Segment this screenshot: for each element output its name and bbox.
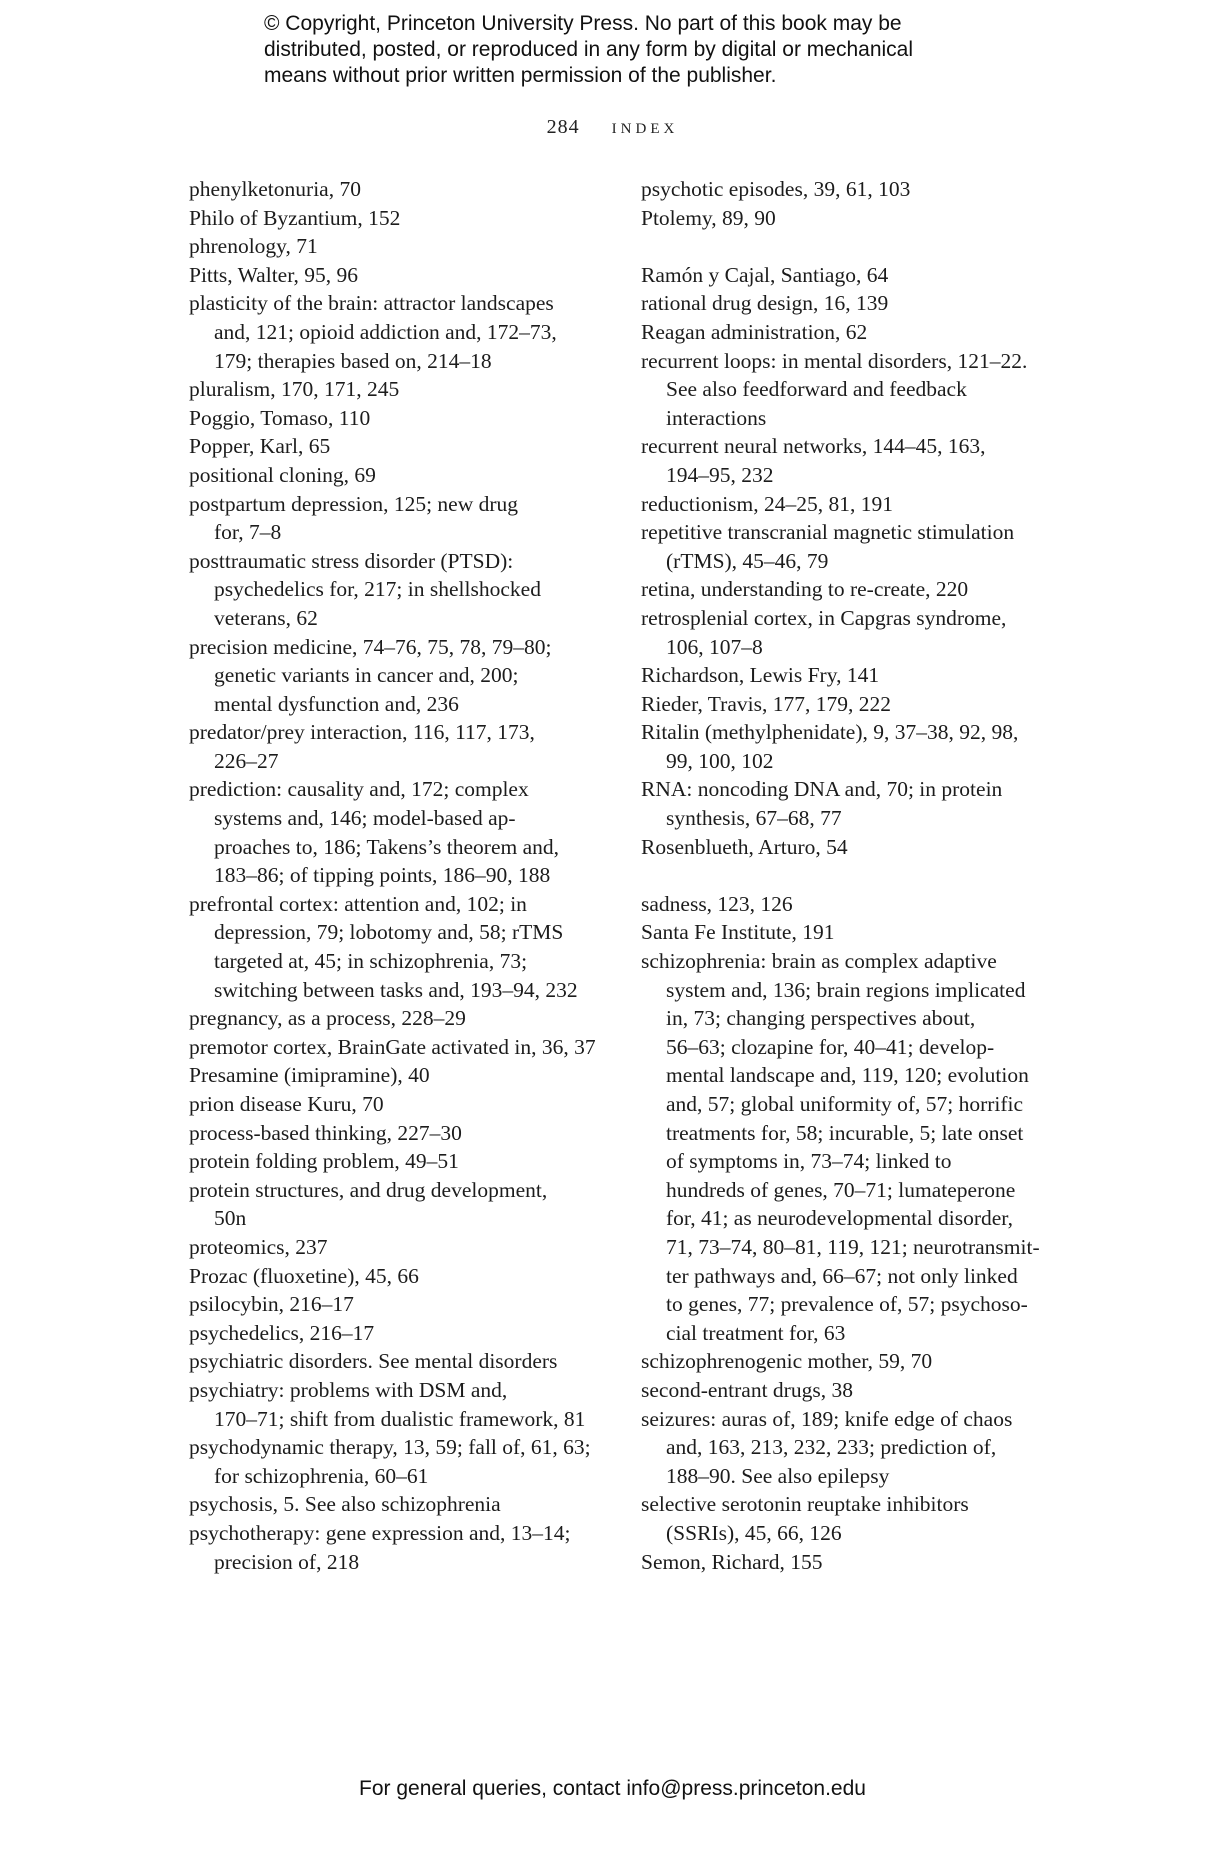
index-entry-line: Pitts, Walter, 95, 96 — [189, 262, 359, 287]
index-entry-line: and, 121; opioid addiction and, 172–73, — [214, 319, 557, 344]
index-entry-line: 71, 73–74, 80–81, 119, 121; neurotransmit- — [666, 1234, 1040, 1259]
index-entry-line: for, 41; as neurodevelopmental disorder, — [666, 1206, 1013, 1231]
index-entry — [189, 432, 609, 461]
index-entry — [189, 1519, 609, 1576]
index-entry — [189, 718, 609, 775]
index-entry-line: 183–86; of tipping points, 186–90, 188 — [214, 863, 551, 888]
index-entry — [641, 604, 1061, 661]
index-entry — [641, 432, 1061, 489]
index-entry — [189, 1119, 609, 1148]
index-entry-line: pluralism, 170, 171, 245 — [189, 377, 400, 402]
index-entry-line: reductionism, 24–25, 81, 191 — [641, 491, 894, 516]
index-entry — [189, 890, 609, 1004]
index-entry — [641, 890, 1061, 919]
index-entry-line: Richardson, Lewis Fry, 141 — [641, 663, 880, 688]
index-entry-line: treatments for, 58; incurable, 5; late onset — [666, 1120, 1024, 1145]
index-entry — [189, 1433, 609, 1490]
index-entry-line: See also feedforward and feedback — [666, 377, 967, 402]
index-entry-line: of symptoms in, 73–74; linked to — [666, 1149, 952, 1174]
page-number: 284 — [546, 116, 580, 138]
index-entry-line: prefrontal cortex: attention and, 102; in — [189, 891, 527, 916]
index-entry — [641, 690, 1061, 719]
index-entry — [189, 261, 609, 290]
index-entry-line: recurrent loops: in mental disorders, 121–22. — [641, 348, 1028, 373]
index-entry-line: psychotic episodes, 39, 61, 103 — [641, 177, 911, 201]
index-entry — [189, 232, 609, 261]
index-entry — [189, 1061, 609, 1090]
index-entry-line: Philo of Byzantium, 152 — [189, 205, 401, 230]
index-entry — [641, 289, 1061, 318]
index-entry — [189, 1233, 609, 1262]
index-entry-line: psychosis, 5. See also schizophrenia — [189, 1492, 501, 1517]
index-entry — [641, 261, 1061, 290]
index-entry — [189, 1376, 609, 1433]
section-title: index — [611, 113, 679, 138]
index-entry-line: psychotherapy: gene expression and, 13–14; — [189, 1520, 571, 1545]
index-entry-line: to genes, 77; prevalence of, 57; psychoso- — [666, 1292, 1028, 1317]
index-entry-line: in, 73; changing perspectives about, — [666, 1006, 976, 1031]
index-entry-line: schizophrenogenic mother, 59, 70 — [641, 1349, 933, 1374]
index-entry-line: protein folding problem, 49–51 — [189, 1149, 459, 1174]
index-entry — [189, 633, 609, 719]
index-entry-line: switching between tasks and, 193–94, 232 — [214, 977, 578, 1002]
index-entry-line: (rTMS), 45–46, 79 — [666, 548, 829, 573]
index-entry-line: synthesis, 67–68, 77 — [666, 806, 842, 831]
index-entry-line: repetitive transcranial magnetic stimulation — [641, 520, 1015, 545]
index-entry-line: precision medicine, 74–76, 75, 78, 79–80; — [189, 634, 552, 659]
index-entry — [189, 289, 609, 375]
index-entry — [641, 1347, 1061, 1376]
index-entry-line: sadness, 123, 126 — [641, 891, 793, 916]
index-entry — [189, 175, 609, 204]
index-entry — [641, 518, 1061, 575]
index-entry — [641, 918, 1061, 947]
index-entry-line: psilocybin, 216–17 — [189, 1292, 354, 1317]
index-entry — [641, 204, 1061, 233]
index-entry-line: mental landscape and, 119, 120; evolution — [666, 1063, 1029, 1088]
index-entry-line: Rieder, Travis, 177, 179, 222 — [641, 691, 891, 716]
index-entry-line: phenylketonuria, 70 — [189, 177, 361, 201]
index-entry — [641, 347, 1061, 433]
index-entry-line: Ramón y Cajal, Santiago, 64 — [641, 262, 889, 287]
index-entry-line: retina, understanding to re-create, 220 — [641, 577, 969, 602]
index-entry — [641, 1490, 1061, 1547]
index-entry — [641, 1405, 1061, 1491]
index-entry-line: psychiatry: problems with DSM and, — [189, 1377, 508, 1402]
index-entry-line: 179; therapies based on, 214–18 — [214, 348, 492, 373]
index-entry-line: Reagan administration, 62 — [641, 319, 868, 344]
index-entry-line: 99, 100, 102 — [666, 748, 774, 773]
index-entry — [189, 775, 609, 889]
index-entry-line: targeted at, 45; in schizophrenia, 73; — [214, 949, 528, 974]
index-entry — [641, 718, 1061, 775]
index-entry-line: proteomics, 237 — [189, 1234, 328, 1259]
copyright-line: distributed, posted, or reproduced in any form by digital or mechanical — [264, 38, 914, 61]
index-entry — [189, 1033, 609, 1062]
index-entry — [189, 1290, 609, 1319]
index-entry-line: ter pathways and, 66–67; not only linked — [666, 1263, 1018, 1288]
index-entry — [189, 204, 609, 233]
index-entry-line: 56–63; clozapine for, 40–41; develop- — [666, 1034, 995, 1059]
index-entry-line: psychiatric disorders. See mental disorders — [189, 1349, 558, 1374]
index-entry — [189, 461, 609, 490]
index-entry-line: Presamine (imipramine), 40 — [189, 1063, 430, 1088]
index-entry-line: psychedelics for, 217; in shellshocked — [214, 577, 541, 602]
index-entry — [189, 1319, 609, 1348]
index-entry — [189, 490, 609, 547]
index-entry — [189, 1176, 609, 1233]
index-entry-line: 106, 107–8 — [666, 634, 763, 659]
index-entry — [641, 833, 1061, 862]
index-entry-line: premotor cortex, BrainGate activated in, 36, 37 — [189, 1034, 596, 1059]
index-entry-line: Poggio, Tomaso, 110 — [189, 405, 371, 430]
index-entry-line: RNA: noncoding DNA and, 70; in protein — [641, 777, 1003, 802]
index-entry — [189, 1004, 609, 1033]
index-entry-line: predator/prey interaction, 116, 117, 173, — [189, 720, 535, 745]
index-entry-line: precision of, 218 — [214, 1549, 360, 1574]
index-entry-line: mental dysfunction and, 236 — [214, 691, 459, 716]
index-entry-line: rational drug design, 16, 139 — [641, 291, 889, 316]
index-entry-line: prediction: causality and, 172; complex — [189, 777, 529, 802]
index-entry-line: Rosenblueth, Arturo, 54 — [641, 834, 848, 859]
footer-contact: For general queries, contact info@press.princeton.edu — [359, 1777, 866, 1800]
index-entry-line: and, 163, 213, 232, 233; prediction of, — [666, 1435, 997, 1460]
index-entry-line: protein structures, and drug development, — [189, 1177, 548, 1202]
index-entry-line: plasticity of the brain: attractor landscapes — [189, 291, 554, 316]
index-entry — [189, 375, 609, 404]
index-entry-line: second-entrant drugs, 38 — [641, 1377, 853, 1402]
index-entry-line: Prozac (fluoxetine), 45, 66 — [189, 1263, 419, 1288]
index-entry-line: interactions — [666, 405, 767, 430]
index-entry-line: process-based thinking, 227–30 — [189, 1120, 462, 1145]
index-entry-line: selective serotonin reuptake inhibitors — [641, 1492, 969, 1517]
index-entry — [641, 661, 1061, 690]
letter-group-gap — [641, 232, 1061, 261]
index-entry — [189, 404, 609, 433]
index-entry-line: 170–71; shift from dualistic framework, 81 — [214, 1406, 586, 1431]
index-column-left — [189, 175, 609, 1576]
letter-group-gap — [641, 861, 1061, 890]
index-entry — [641, 490, 1061, 519]
index-entry-line: hundreds of genes, 70–71; lumateperone — [666, 1177, 1016, 1202]
copyright-line: means without prior written permission of the publisher. — [264, 64, 777, 87]
index-entry-line: systems and, 146; model-based ap- — [214, 806, 516, 831]
index-entry-line: postpartum depression, 125; new drug — [189, 491, 519, 516]
index-entry-line: system and, 136; brain regions implicated — [666, 977, 1026, 1002]
index-entry-line: Santa Fe Institute, 191 — [641, 920, 835, 945]
running-head — [0, 113, 1225, 139]
index-entry — [189, 547, 609, 633]
index-entry — [641, 947, 1061, 1347]
index-entry-line: Popper, Karl, 65 — [189, 434, 331, 459]
index-entry-line: retrosplenial cortex, in Capgras syndrome, — [641, 605, 1007, 630]
index-entry-line: (SSRIs), 45, 66, 126 — [666, 1520, 842, 1545]
index-entry-line: schizophrenia: brain as complex adaptive — [641, 949, 997, 974]
index-entry-line: depression, 79; lobotomy and, 58; rTMS — [214, 920, 564, 945]
index-entry — [641, 318, 1061, 347]
index-entry-line: 50n — [214, 1206, 247, 1231]
index-entry-line: 188–90. See also epilepsy — [666, 1463, 890, 1488]
index-entry — [189, 1090, 609, 1119]
copyright-notice — [264, 11, 1024, 89]
index-entry-line: Ptolemy, 89, 90 — [641, 205, 776, 230]
index-entry-line: positional cloning, 69 — [189, 462, 376, 487]
index-entry — [641, 575, 1061, 604]
index-entry — [641, 175, 1061, 204]
index-entry-line: Ritalin (methylphenidate), 9, 37–38, 92, 98, — [641, 720, 1019, 745]
index-entry-line: proaches to, 186; Takens’s theorem and, — [214, 834, 559, 859]
index-entry — [189, 1490, 609, 1519]
index-entry-line: 194–95, 232 — [666, 462, 774, 487]
index-column-right — [641, 175, 1061, 1576]
index-entry-line: and, 57; global uniformity of, 57; horrific — [666, 1092, 1024, 1116]
index-entry-line: seizures: auras of, 189; knife edge of chaos — [641, 1406, 1013, 1431]
index-entry-line: for schizophrenia, 60–61 — [214, 1463, 429, 1488]
index-entry-line: Semon, Richard, 155 — [641, 1549, 823, 1574]
index-entry-line: psychedelics, 216–17 — [189, 1320, 375, 1345]
index-entry-line: pregnancy, as a process, 228–29 — [189, 1006, 466, 1031]
index-entry-line: prion disease Kuru, 70 — [189, 1092, 384, 1116]
index-entry — [189, 1347, 609, 1376]
index-entry — [641, 1548, 1061, 1577]
index-entry-line: phrenology, 71 — [189, 234, 318, 259]
index-entry — [189, 1262, 609, 1291]
copyright-line: © Copyright, Princeton University Press. No part of this book may be — [264, 12, 902, 35]
index-entry-line: psychodynamic therapy, 13, 59; fall of, 61, 63; — [189, 1435, 591, 1460]
index-entry-line: veterans, 62 — [214, 605, 318, 630]
index-entry — [189, 1147, 609, 1176]
index-entry-line: genetic variants in cancer and, 200; — [214, 663, 519, 688]
index-entry-line: for, 7–8 — [214, 520, 282, 545]
index-entry-line: recurrent neural networks, 144–45, 163, — [641, 434, 986, 459]
index-entry — [641, 1376, 1061, 1405]
index-entry-line: 226–27 — [214, 748, 279, 773]
index-entry-line: cial treatment for, 63 — [666, 1320, 846, 1345]
index-entry-line: posttraumatic stress disorder (PTSD): — [189, 548, 514, 573]
index-entry — [641, 775, 1061, 832]
